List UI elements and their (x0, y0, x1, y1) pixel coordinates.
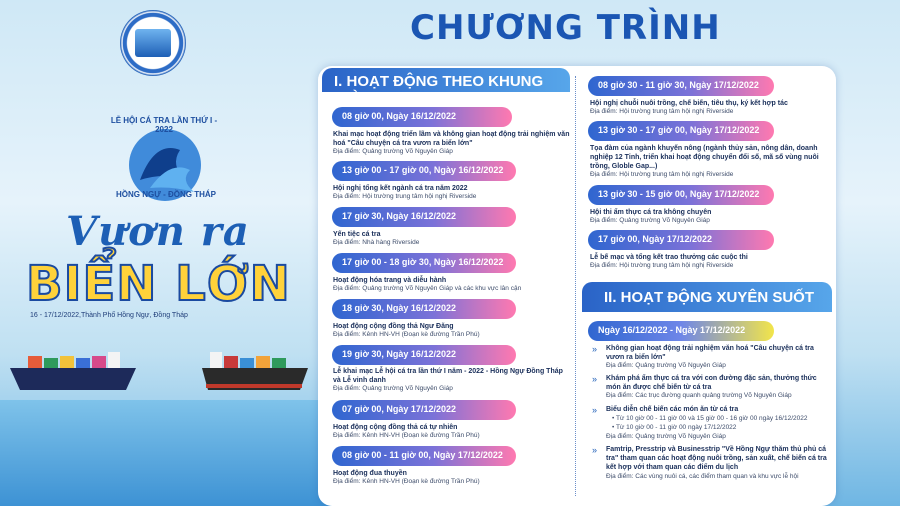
city-logo (120, 10, 186, 76)
event-time-pill: 17 giờ 00, Ngày 17/12/2022 (588, 230, 774, 250)
event-title: Tọa đàm của ngành khuyến nông (ngành thủy sản, nông dân, doanh nghiệp 12 Tỉnh, triển khai hoạt động chuyển đổi số, mã số vùng nuôi trồng, Globle Gap...) (590, 145, 819, 170)
activity-place: Địa điểm: Quảng trường Võ Nguyên Giáp (606, 362, 726, 369)
page-title: CHƯƠNG TRÌNH (410, 8, 721, 48)
event-title: Hội thi ẩm thực cá tra không chuyên (590, 209, 712, 216)
event-title: Hội nghị chuỗi nuôi trồng, chế biến, tiêu thụ, ký kết hợp tác (590, 100, 788, 107)
activity-title: Khám phá ẩm thực cá tra với con đường đặc sản, thưởng thức món ăn được chế biến từ cá tra (606, 375, 817, 391)
activity-title: Famtrip, Presstrip và Businesstrip "Về Hồng Ngự thăm thủ phủ cá tra" tham quan các hoạt động nuôi trồng, sản xuất, chế biến cá tra kết hợp với tham quan các điểm du lịch (606, 446, 827, 471)
event-time-pill: 18 giờ 30, Ngày 16/12/2022 (332, 299, 516, 319)
cargo-ship-icon (8, 350, 138, 398)
activity-schedule-line: • Từ 10 giờ 00 - 11 giờ 00 ngày 17/12/2022 (612, 424, 737, 431)
chevron-right-icon: » (592, 445, 598, 455)
event-time-pill: 07 giờ 00, Ngày 17/12/2022 (332, 400, 516, 420)
event-date-location: 16 - 17/12/2022,Thành Phố Hồng Ngự, Đồng Tháp (30, 312, 188, 319)
event-time-pill: 13 giờ 00 - 17 giờ 00, Ngày 16/12/2022 (332, 161, 516, 181)
event-place: Địa điểm: Kênh HN-VH (Đoạn kè đường Trần Phú) (333, 432, 480, 439)
section2-date-pill: Ngày 16/12/2022 - Ngày 17/12/2022 (588, 321, 774, 341)
event-time-pill: 08 giờ 30 - 11 giờ 30, Ngày 17/12/2022 (588, 76, 774, 96)
event-title: Lễ bế mạc và tổng kết trao thưởng các cuộc thi (590, 254, 748, 261)
section1-heading: I. HOẠT ĐỘNG THEO KHUNG GIỜ (322, 68, 570, 92)
festival-title: LỄ HỘI CÁ TRA LẦN THỨ I - 2022 (110, 116, 218, 134)
activity-place: Địa điểm: Các vùng nuôi cá, các điểm tham quan và khu vực lễ hội (606, 473, 799, 480)
event-place: Địa điểm: Hội trường trung tâm hội nghị Riverside (590, 262, 734, 269)
festival-location: HỒNG NGỰ - ĐỒNG THÁP (116, 190, 216, 199)
activity-title: Biểu diễn chế biến các món ăn từ cá tra (606, 406, 739, 413)
event-title: Lễ khai mạc Lễ hội cá tra lần thứ I năm - 2022 - Hồng Ngự Đồng Tháp và Lễ vinh danh (333, 368, 563, 384)
event-time-pill: 08 giờ 00, Ngày 16/12/2022 (332, 107, 512, 127)
slogan-line2: BIỂN LỚN (26, 256, 291, 312)
event-place: Địa điểm: Quảng trường Võ Nguyên Giáp (590, 217, 710, 224)
event-place: Địa điểm: Quảng trường Võ Nguyên Giáp (333, 148, 453, 155)
event-place: Địa điểm: Kênh HN-VH (Đoạn kè đường Trần Phú) (333, 478, 480, 485)
event-time-pill: 19 giờ 30, Ngày 16/12/2022 (332, 345, 516, 365)
event-title: Hội nghị tổng kết ngành cá tra năm 2022 (333, 185, 468, 192)
column-divider (575, 76, 576, 496)
activity-place: Địa điểm: Các trục đường quanh quảng trường Võ Nguyên Giáp (606, 392, 792, 399)
sea-background (0, 400, 330, 506)
event-time-pill: 17 giờ 30, Ngày 16/12/2022 (332, 207, 516, 227)
slogan-line1: Vươn ra (66, 208, 250, 255)
event-title: Khai mạc hoạt động triển lãm và không gian hoạt động trải nghiệm văn hoá "Câu chuyện cá tra vươn ra biển lớn" (333, 131, 570, 147)
event-place: Địa điểm: Nhà hàng Riverside (333, 239, 420, 246)
event-place: Địa điểm: Quảng trường Võ Nguyên Giáp (333, 385, 453, 392)
event-place: Địa điểm: Kênh HN-VH (Đoạn kè đường Trần Phú) (333, 331, 480, 338)
event-title: Hoạt động đua thuyền (333, 470, 407, 477)
event-time-pill: 08 giờ 00 - 11 giờ 00, Ngày 17/12/2022 (332, 446, 516, 466)
event-time-pill: 13 giờ 30 - 17 giờ 00, Ngày 17/12/2022 (588, 121, 774, 141)
event-place: Địa điểm: Hội trường trung tâm hội nghị Riverside (590, 108, 734, 115)
event-time-pill: 17 giờ 00 - 18 giờ 30, Ngày 16/12/2022 (332, 253, 516, 273)
event-title: Hoạt động cộng đồng thả cá tự nhiên (333, 424, 458, 431)
activity-place: Địa điểm: Quảng trường Võ Nguyên Giáp (606, 433, 726, 440)
chevron-right-icon: » (592, 405, 598, 415)
activity-title: Không gian hoạt động trải nghiệm văn hoá "Câu chuyện cá tra vươn ra biển lớn" (606, 345, 814, 361)
event-title: Yến tiệc cá tra (333, 231, 381, 238)
event-title: Hoạt động hóa trang và diễu hành (333, 277, 447, 284)
activity-schedule-line: • Từ 10 giờ 00 - 11 giờ 00 và 15 giờ 00 - 16 giờ 00 ngày 16/12/2022 (612, 415, 808, 422)
event-time-pill: 13 giờ 30 - 15 giờ 00, Ngày 17/12/2022 (588, 185, 774, 205)
chevron-right-icon: » (592, 374, 598, 384)
event-title: Hoạt động cộng đồng thả Ngư Đăng (333, 323, 454, 330)
event-place: Địa điểm: Quảng trường Võ Nguyên Giáp và các khu vực lân cận (333, 285, 522, 292)
event-place: Địa điểm: Hội trường trung tâm hội nghị Riverside (333, 193, 477, 200)
chevron-right-icon: » (592, 344, 598, 354)
event-place: Địa điểm: Hội trường trung tâm hội nghị Riverside (590, 171, 734, 178)
section2-heading: II. HOẠT ĐỘNG XUYÊN SUỐT (582, 282, 832, 312)
cargo-ship-icon-2 (200, 348, 310, 398)
